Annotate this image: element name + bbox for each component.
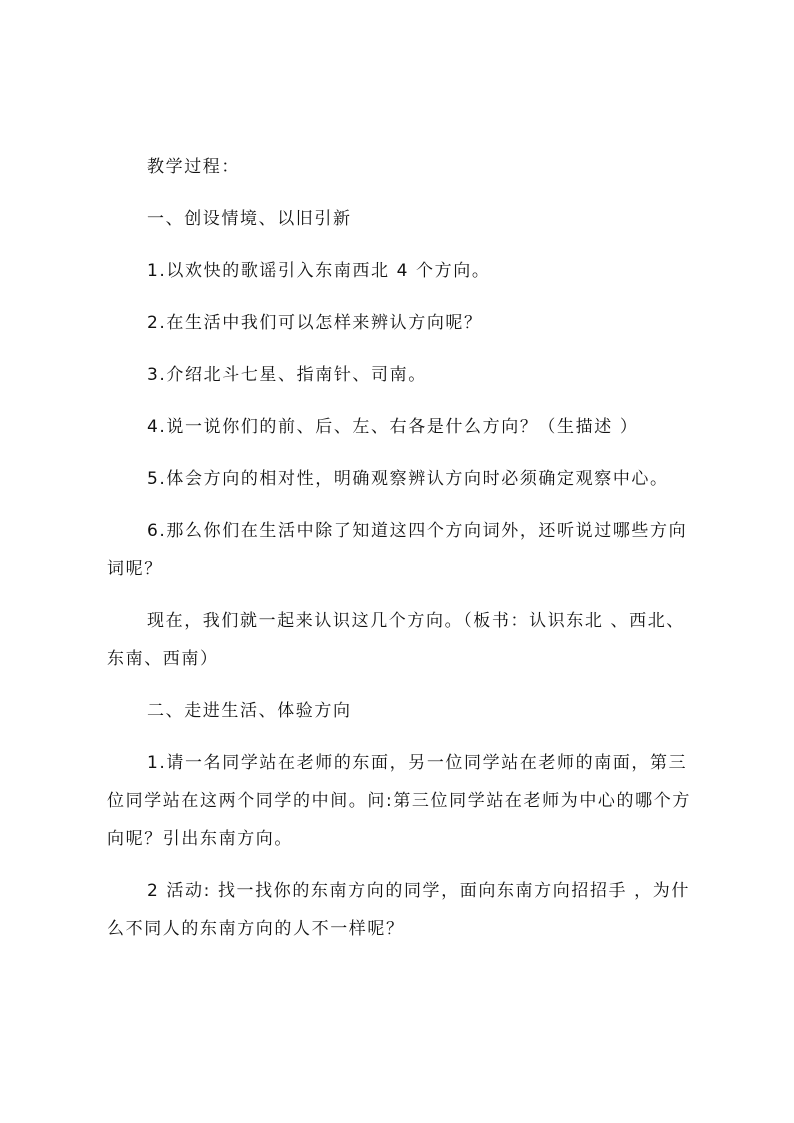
paragraph-activity-2: 2 活动: 找一找你的东南方向的同学，面向东南方向招招手 ，为什么不同人的东南方向的人不一样呢？ — [107, 881, 690, 939]
paragraph-board-note: 现在，我们就一起来认识这几个方向。（板书：认识东北 、西北、东南、西南） — [107, 611, 685, 669]
paragraph-item-2: 2.在生活中我们可以怎样来辨认方向呢？ — [147, 313, 483, 333]
section-two-heading: 二、走进生活、体验方向 — [147, 701, 352, 721]
section-one-heading: 一、创设情境、以旧引新 — [147, 209, 352, 229]
lesson-process-heading: 教学过程： — [147, 157, 240, 177]
paragraph-item-5: 5.体会方向的相对性，明确观察辨认方向时必须确定观察中心。 — [147, 469, 669, 489]
paragraph-item-6: 6.那么你们在生活中除了知道这四个方向词外，还听说过哪些方向词呢？ — [107, 521, 688, 579]
document-body — [107, 148, 697, 948]
paragraph-item-3: 3.介绍北斗七星、指南针、司南。 — [147, 365, 427, 385]
paragraph-item-1: 1.以欢快的歌谣引入东南西北 4 个方向。 — [147, 261, 491, 281]
paragraph-activity-1: 1.请一名同学站在老师的东面，另一位同学站在老师的南面，第三位同学站在这两个同学的中间。问:第三位同学站在老师为中心的哪个方向呢？引出东南方向。 — [107, 753, 691, 849]
paragraph-item-4: 4.说一说你们的前、后、左、右各是什么方向？（生描述 ） — [147, 417, 639, 437]
